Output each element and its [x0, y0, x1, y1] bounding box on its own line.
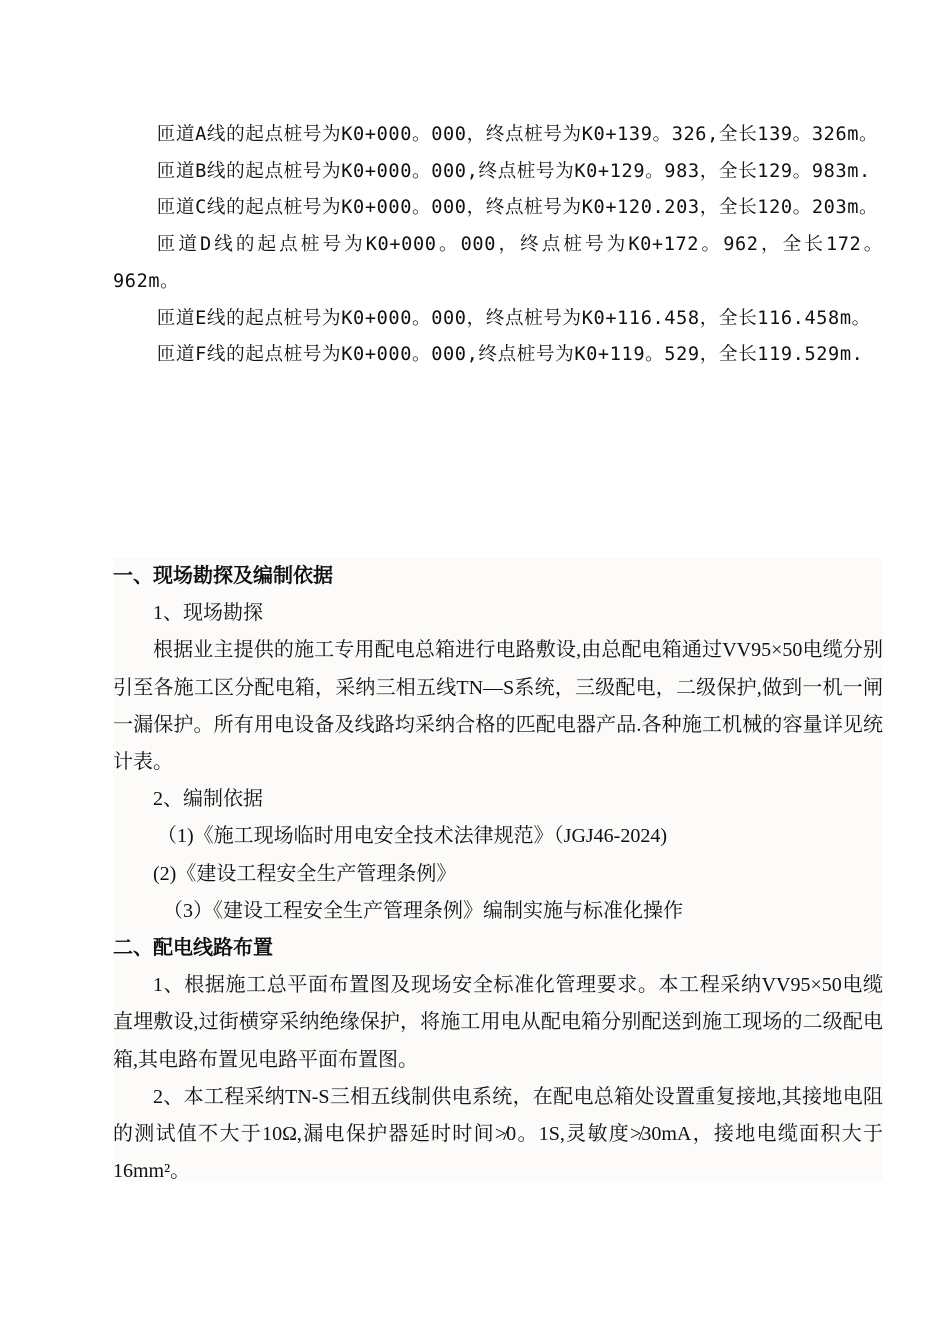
ramp-c-paragraph: 匝道C线的起点桩号为K0+000。000，终点桩号为K0+120.203，全长120。203m。: [156, 197, 879, 219]
wiring-paragraph-1: 1、根据施工总平面布置图及现场安全标准化管理要求。本工程采纳VV95×50电缆直埋敷设,过街横穿采纳绝缘保护，将施工用电从配电箱分别配送到施工现场的二级配电箱,其电路布置见电路平面布置图。: [113, 974, 883, 1071]
section2-heading: 二、配电线路布置: [113, 937, 273, 960]
ramp-stake-list: [113, 117, 883, 374]
reference-item-3: （3）《建设工程安全生产管理条例》编制实施与标准化操作: [163, 899, 683, 922]
reference-item-1: （1)《施工现场临时用电安全技术法律规范》（JGJ46-2024): [157, 825, 667, 848]
shaded-content-block: [113, 558, 883, 1181]
ramp-e-paragraph: 匝道E线的起点桩号为K0+000。000，终点桩号为K0+116.458，全长116.458m。: [156, 307, 871, 329]
section1-heading: 一、现场勘探及编制依据: [113, 565, 333, 587]
ramp-d-paragraph: 匝道D线的起点桩号为K0+000。000，终点桩号为K0+172。962，全长172。962m。: [113, 234, 883, 292]
site-survey-subheading: 1、现场勘探: [153, 602, 263, 625]
site-survey-paragraph: 根据业主提供的施工专用配电总箱进行电路敷设,由总配电箱通过VV95×50电缆分别引至各施工区分配电箱，采纳三相五线TN—S系统，三级配电，二级保护,做到一机一闸一漏保护。所有用电设备及线路均采纳合格的匹配电器产品.各种施工机械的容量详见统计表。: [113, 639, 883, 774]
reference-item-2: (2)《建设工程安全生产管理条例》: [153, 862, 457, 885]
wiring-paragraph-2: 2、本工程采纳TN-S三相五线制供电系统，在配电总箱处设置重复接地,其接地电阻的测试值不大于10Ω,漏电保护器延时时间≯0。1S,灵敏度≯30mA，接地电缆面积大于16mm²。: [113, 1085, 883, 1183]
ramp-b-paragraph: 匝道B线的起点桩号为K0+000。000,终点桩号为K0+129。983，全长129。983m.: [156, 160, 871, 182]
ramp-f-paragraph: 匝道F线的起点桩号为K0+000。000,终点桩号为K0+119。529，全长119.529m.: [156, 344, 864, 366]
ramp-a-paragraph: 匝道A线的起点桩号为K0+000。000，终点桩号为K0+139。326,全长139。326m。: [156, 124, 879, 145]
basis-subheading: 2、编制依据: [153, 788, 263, 811]
